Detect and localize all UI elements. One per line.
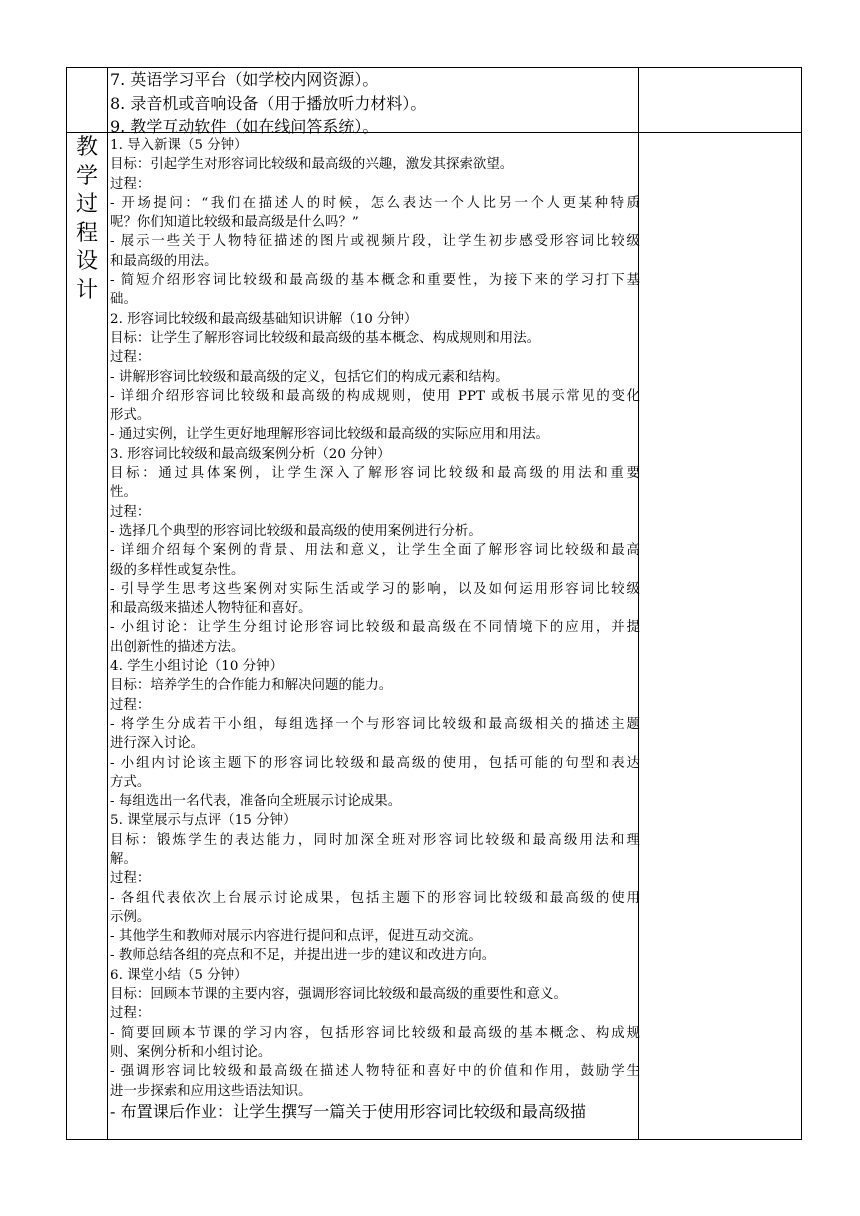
process-line: 示例。	[110, 909, 151, 925]
process-line: 进行深入讨论。	[110, 736, 205, 752]
process-line: - 其他学生和教师对展示内容进行提问和点评，促进互动交流。	[110, 929, 482, 945]
teaching-process-content	[110, 136, 640, 1123]
process-line: - 每组选出一名代表，准备向全班展示讨论成果。	[110, 794, 402, 810]
process-line: 过程：	[110, 871, 151, 887]
column-divider-left	[107, 68, 108, 1139]
process-line: - 将学生分成若干小组，每组选择一个与形容词比较级和最高级相关的描述主题	[110, 716, 640, 732]
process-line: 解。	[110, 851, 137, 867]
process-line: 级的多样性或复杂性。	[110, 562, 245, 578]
process-line: 3. 形容词比较级和最高级案例分析（20 分钟）	[110, 446, 391, 462]
label-char: 教	[75, 135, 98, 160]
process-line: 性。	[110, 485, 137, 501]
process-line: 目标：通过具体案例，让学生深入了解形容词比较级和最高级的用法和重要	[110, 466, 640, 482]
process-line: 出创新性的描述方法。	[110, 639, 245, 655]
process-line: 过程：	[110, 350, 151, 366]
process-line: 5. 课堂展示与点评（15 分钟）	[110, 813, 297, 829]
process-line: - 详细介绍每个案例的背景、用法和意义，让学生全面了解形容词比较级和最高	[110, 543, 640, 559]
process-line: 1. 导入新课（5 分钟）	[110, 138, 248, 153]
process-line: - 详细介绍形容词比较级和最高级的构成规则，使用 PPT 或板书展示常见的变化	[110, 388, 640, 404]
process-line: - 布置课后作业：让学生撰写一篇关于使用形容词比较级和最高级描	[110, 1101, 587, 1121]
process-line: 过程：	[110, 697, 151, 713]
process-line: 和最高级来描述人物特征和喜好。	[110, 601, 312, 617]
process-line: 过程：	[110, 1006, 151, 1022]
teaching-process-label	[67, 134, 107, 305]
materials-item: 9. 教学互动软件（如在线问答系统）。	[110, 117, 379, 137]
materials-item: 7. 英语学习平台（如学校内网资源）。	[110, 70, 379, 89]
process-line: - 简短介绍形容词比较级和最高级的基本概念和重要性，为接下来的学习打下基	[110, 273, 640, 289]
process-line: 则、案例分析和小组讨论。	[110, 1044, 272, 1060]
process-line: 形式。	[110, 408, 151, 424]
label-char: 学	[75, 163, 98, 189]
materials-list	[110, 68, 635, 139]
process-line: - 强调形容词比较级和最高级在描述人物特征和喜好中的价值和作用，鼓励学生	[110, 1064, 640, 1080]
process-line: 进一步探索和应用这些语法知识。	[110, 1083, 312, 1099]
process-line: - 引导学生思考这些案例对实际生活或学习的影响，以及如何运用形容词比较级	[110, 581, 640, 597]
process-line: - 教师总结各组的亮点和不足，并提出进一步的建议和改进方向。	[110, 948, 496, 964]
materials-item: 8. 录音机或音响设备（用于播放听力材料）。	[110, 93, 427, 113]
process-line: 和最高级的用法。	[110, 253, 218, 269]
process-line: - 展示一些关于人物特征描述的图片或视频片段，让学生初步感受形容词比较级	[110, 234, 640, 250]
process-line: - 小组内讨论该主题下的形容词比较级和最高级的使用，包括可能的句型和表达	[110, 755, 640, 771]
process-line: - 选择几个典型的形容词比较级和最高级的使用案例进行分析。	[110, 523, 482, 539]
process-line: 2. 形容词比较级和最高级基础知识讲解（10 分钟）	[110, 311, 418, 327]
process-line: 过程：	[110, 504, 151, 520]
process-line: 目标：培养学生的合作能力和解决问题的能力。	[110, 678, 393, 694]
label-char: 程	[75, 220, 98, 246]
process-line: 4. 学生小组讨论（10 分钟）	[110, 659, 284, 675]
process-line: 目标：回顾本节课的主要内容，强调形容词比较级和最高级的重要性和意义。	[110, 987, 567, 1003]
label-char: 过	[75, 192, 98, 217]
process-line: 方式。	[110, 774, 151, 790]
label-char: 设	[75, 249, 98, 274]
lesson-plan-table	[66, 67, 802, 1140]
process-line: 础。	[110, 292, 137, 308]
process-line: - 小组讨论：让学生分组讨论形容词比较级和最高级在不同情境下的应用，并提	[110, 620, 640, 636]
process-line: 呢？你们知道比较级和最高级是什么吗？”	[110, 215, 359, 231]
process-line: - 简要回顾本节课的学习内容，包括形容词比较级和最高级的基本概念、构成规	[110, 1025, 640, 1041]
process-line: - 开场提问：“我们在描述人的时候，怎么表达一个人比另一个人更某种特质	[110, 195, 640, 211]
process-line: 过程：	[110, 176, 151, 192]
process-line: 目标：让学生了解形容词比较级和最高级的基本概念、构成规则和用法。	[110, 330, 541, 346]
process-line: 6. 课堂小结（5 分钟）	[110, 967, 248, 983]
process-line: - 各组代表依次上台展示讨论成果，包括主题下的形容词比较级和最高级的使用	[110, 890, 640, 906]
process-line: 目标：引起学生对形容词比较级和最高级的兴趣，激发其探索欲望。	[110, 157, 514, 173]
label-char: 计	[75, 277, 98, 303]
process-line: 目标：锻炼学生的表达能力，同时加深全班对形容词比较级和最高级用法和理	[110, 832, 640, 848]
process-line: - 通过实例，让学生更好地理解形容词比较级和最高级的实际应用和用法。	[110, 427, 549, 443]
process-line: - 讲解形容词比较级和最高级的定义，包括它们的构成元素和结构。	[110, 369, 509, 385]
